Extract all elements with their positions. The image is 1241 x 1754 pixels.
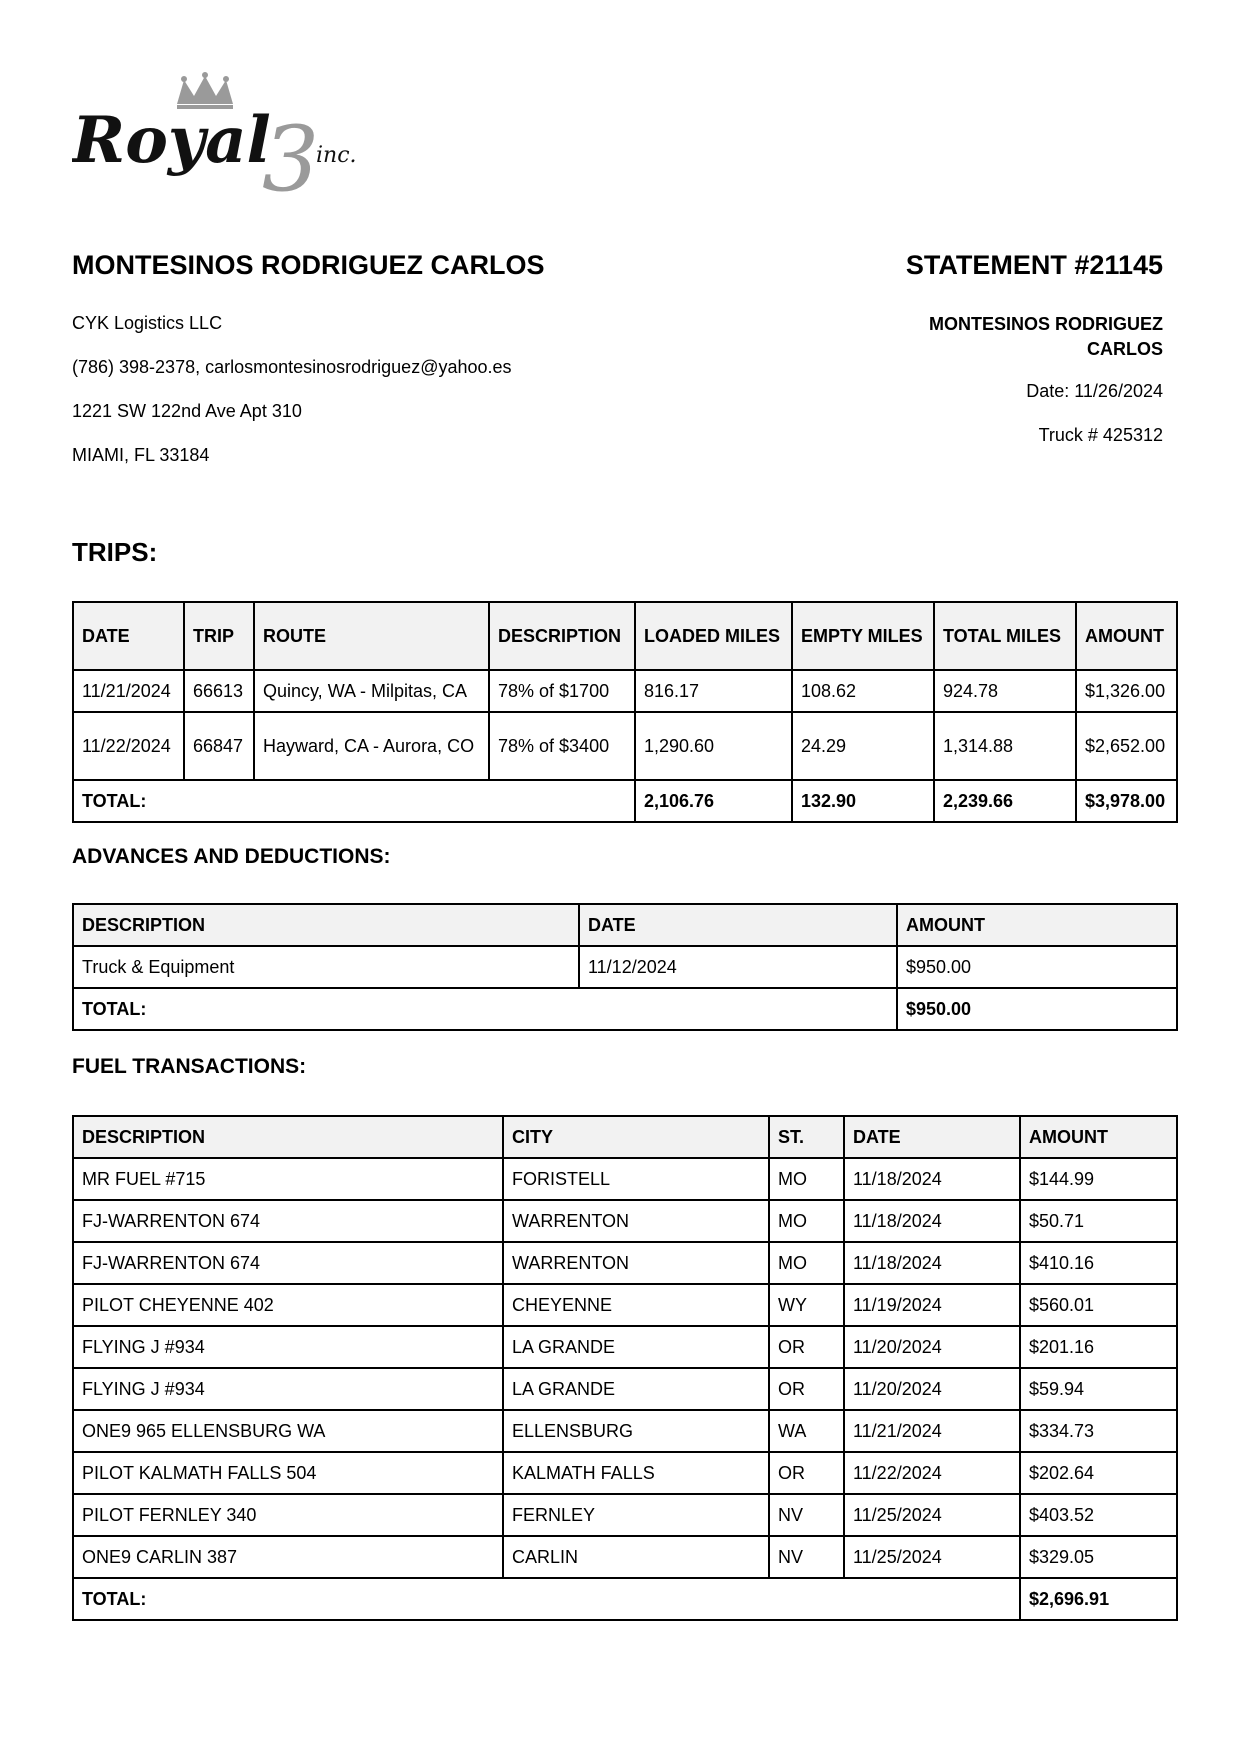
table-cell: KALMATH FALLS (503, 1452, 769, 1494)
company-logo (72, 72, 382, 202)
table-cell: FERNLEY (503, 1494, 769, 1536)
total-amount: $2,696.91 (1020, 1578, 1177, 1620)
table-cell: 924.78 (934, 670, 1076, 712)
table-row (73, 1536, 1177, 1578)
table-cell: $329.05 (1020, 1536, 1177, 1578)
driver-info (72, 312, 512, 488)
table-header-row (73, 602, 1177, 670)
table-cell: CARLIN (503, 1536, 769, 1578)
column-header: LOADED MILES (635, 602, 792, 670)
total-amount: $3,978.00 (1076, 780, 1177, 822)
table-row (73, 1158, 1177, 1200)
column-header: DATE (579, 904, 897, 946)
logo-numeral: 3 (262, 107, 320, 202)
table-row (73, 1452, 1177, 1494)
address-line-2: MIAMI, FL 33184 (72, 445, 210, 465)
table-cell: 66613 (184, 670, 254, 712)
table-cell: 11/21/2024 (844, 1410, 1020, 1452)
total-amount: $950.00 (897, 988, 1177, 1030)
column-header: DESCRIPTION (489, 602, 635, 670)
table-cell: $202.64 (1020, 1452, 1177, 1494)
table-cell: PILOT KALMATH FALLS 504 (73, 1452, 503, 1494)
table-cell: MO (769, 1242, 844, 1284)
table-cell: $560.01 (1020, 1284, 1177, 1326)
total-label: TOTAL: (73, 780, 635, 822)
table-cell: $1,326.00 (1076, 670, 1177, 712)
column-header: CITY (503, 1116, 769, 1158)
contact-line: (786) 398-2378, carlosmontesinosrodriguez@yahoo.es (72, 357, 512, 377)
statement-recipient: MONTESINOS RODRIGUEZ CARLOS (928, 314, 1163, 359)
table-cell: ONE9 CARLIN 387 (73, 1536, 503, 1578)
table-cell: 24.29 (792, 712, 934, 780)
column-header: DATE (844, 1116, 1020, 1158)
table-cell: $59.94 (1020, 1368, 1177, 1410)
table-cell: NV (769, 1494, 844, 1536)
table-cell: $410.16 (1020, 1242, 1177, 1284)
total-label: TOTAL: (73, 988, 897, 1030)
table-row (73, 946, 1177, 988)
advances-title: ADVANCES AND DEDUCTIONS: (72, 845, 391, 868)
table-cell: OR (769, 1326, 844, 1368)
column-header: EMPTY MILES (792, 602, 934, 670)
table-cell: FJ-WARRENTON 674 (73, 1200, 503, 1242)
table-row (73, 712, 1177, 780)
table-cell: 11/22/2024 (844, 1452, 1020, 1494)
table-cell: 11/20/2024 (844, 1368, 1020, 1410)
table-cell: 11/25/2024 (844, 1536, 1020, 1578)
column-header: TRIP (184, 602, 254, 670)
table-cell: WA (769, 1410, 844, 1452)
total-row (73, 780, 1177, 822)
table-row (73, 1368, 1177, 1410)
company-name: CYK Logistics LLC (72, 313, 223, 333)
table-cell: ELLENSBURG (503, 1410, 769, 1452)
table-cell: Truck & Equipment (73, 946, 579, 988)
table-cell: CHEYENNE (503, 1284, 769, 1326)
table-cell: $2,652.00 (1076, 712, 1177, 780)
table-row (73, 1494, 1177, 1536)
table-cell: ONE9 965 ELLENSBURG WA (73, 1410, 503, 1452)
column-header: AMOUNT (897, 904, 1177, 946)
table-row (73, 1242, 1177, 1284)
statement-info (863, 312, 1163, 468)
logo-suffix: inc. (316, 143, 357, 168)
table-cell: $50.71 (1020, 1200, 1177, 1242)
driver-name-heading: MONTESINOS RODRIGUEZ CARLOS (72, 250, 545, 280)
table-row (73, 1410, 1177, 1452)
total-empty-miles: 132.90 (792, 780, 934, 822)
table-cell: 11/18/2024 (844, 1200, 1020, 1242)
royal3-logo-graphic (72, 72, 382, 202)
table-cell: NV (769, 1536, 844, 1578)
table-row (73, 1200, 1177, 1242)
total-row (73, 1578, 1177, 1620)
statement-number: STATEMENT #21145 (905, 250, 1163, 280)
table-cell: 108.62 (792, 670, 934, 712)
table-cell: FLYING J #934 (73, 1326, 503, 1368)
table-cell: 11/20/2024 (844, 1326, 1020, 1368)
column-header: AMOUNT (1076, 602, 1177, 670)
statement-date: Date: 11/26/2024 (1026, 381, 1163, 401)
table-cell: 66847 (184, 712, 254, 780)
table-cell: 11/18/2024 (844, 1158, 1020, 1200)
table-cell: MO (769, 1200, 844, 1242)
table-row (73, 1284, 1177, 1326)
table-cell: OR (769, 1368, 844, 1410)
column-header: AMOUNT (1020, 1116, 1177, 1158)
address-line-1: 1221 SW 122nd Ave Apt 310 (72, 401, 302, 421)
table-cell: OR (769, 1452, 844, 1494)
column-header: TOTAL MILES (934, 602, 1076, 670)
table-cell: $403.52 (1020, 1494, 1177, 1536)
trips-table (72, 601, 1178, 823)
table-header-row (73, 1116, 1177, 1158)
table-cell: FORISTELL (503, 1158, 769, 1200)
table-cell: WARRENTON (503, 1242, 769, 1284)
table-cell: 11/19/2024 (844, 1284, 1020, 1326)
table-header-row (73, 904, 1177, 946)
table-cell: 11/12/2024 (579, 946, 897, 988)
total-loaded-miles: 2,106.76 (635, 780, 792, 822)
table-cell: 816.17 (635, 670, 792, 712)
table-cell: $201.16 (1020, 1326, 1177, 1368)
column-header: DESCRIPTION (73, 1116, 503, 1158)
table-cell: 1,290.60 (635, 712, 792, 780)
table-cell: 11/25/2024 (844, 1494, 1020, 1536)
table-cell: 1,314.88 (934, 712, 1076, 780)
table-cell: $334.73 (1020, 1410, 1177, 1452)
table-cell: Quincy, WA - Milpitas, CA (254, 670, 489, 712)
table-cell: LA GRANDE (503, 1368, 769, 1410)
table-cell: MO (769, 1158, 844, 1200)
column-header: DATE (73, 602, 184, 670)
truck-number: Truck # 425312 (1038, 425, 1163, 445)
advances-table (72, 903, 1178, 1031)
table-cell: 78% of $1700 (489, 670, 635, 712)
logo-word: Royal (72, 103, 271, 178)
table-cell: $950.00 (897, 946, 1177, 988)
table-cell: PILOT FERNLEY 340 (73, 1494, 503, 1536)
table-cell: FLYING J #934 (73, 1368, 503, 1410)
table-cell: 78% of $3400 (489, 712, 635, 780)
column-header: ROUTE (254, 602, 489, 670)
table-cell: 11/18/2024 (844, 1242, 1020, 1284)
total-row (73, 988, 1177, 1030)
table-cell: 11/21/2024 (73, 670, 184, 712)
column-header: ST. (769, 1116, 844, 1158)
total-miles: 2,239.66 (934, 780, 1076, 822)
table-cell: Hayward, CA - Aurora, CO (254, 712, 489, 780)
table-row (73, 670, 1177, 712)
table-cell: $144.99 (1020, 1158, 1177, 1200)
table-cell: WY (769, 1284, 844, 1326)
table-row (73, 1326, 1177, 1368)
column-header: DESCRIPTION (73, 904, 579, 946)
table-cell: 11/22/2024 (73, 712, 184, 780)
total-label: TOTAL: (73, 1578, 1020, 1620)
fuel-title: FUEL TRANSACTIONS: (72, 1055, 307, 1078)
trips-title: TRIPS: (72, 537, 158, 567)
table-cell: WARRENTON (503, 1200, 769, 1242)
table-cell: PILOT CHEYENNE 402 (73, 1284, 503, 1326)
table-cell: LA GRANDE (503, 1326, 769, 1368)
table-cell: FJ-WARRENTON 674 (73, 1242, 503, 1284)
fuel-table (72, 1115, 1178, 1621)
table-cell: MR FUEL #715 (73, 1158, 503, 1200)
